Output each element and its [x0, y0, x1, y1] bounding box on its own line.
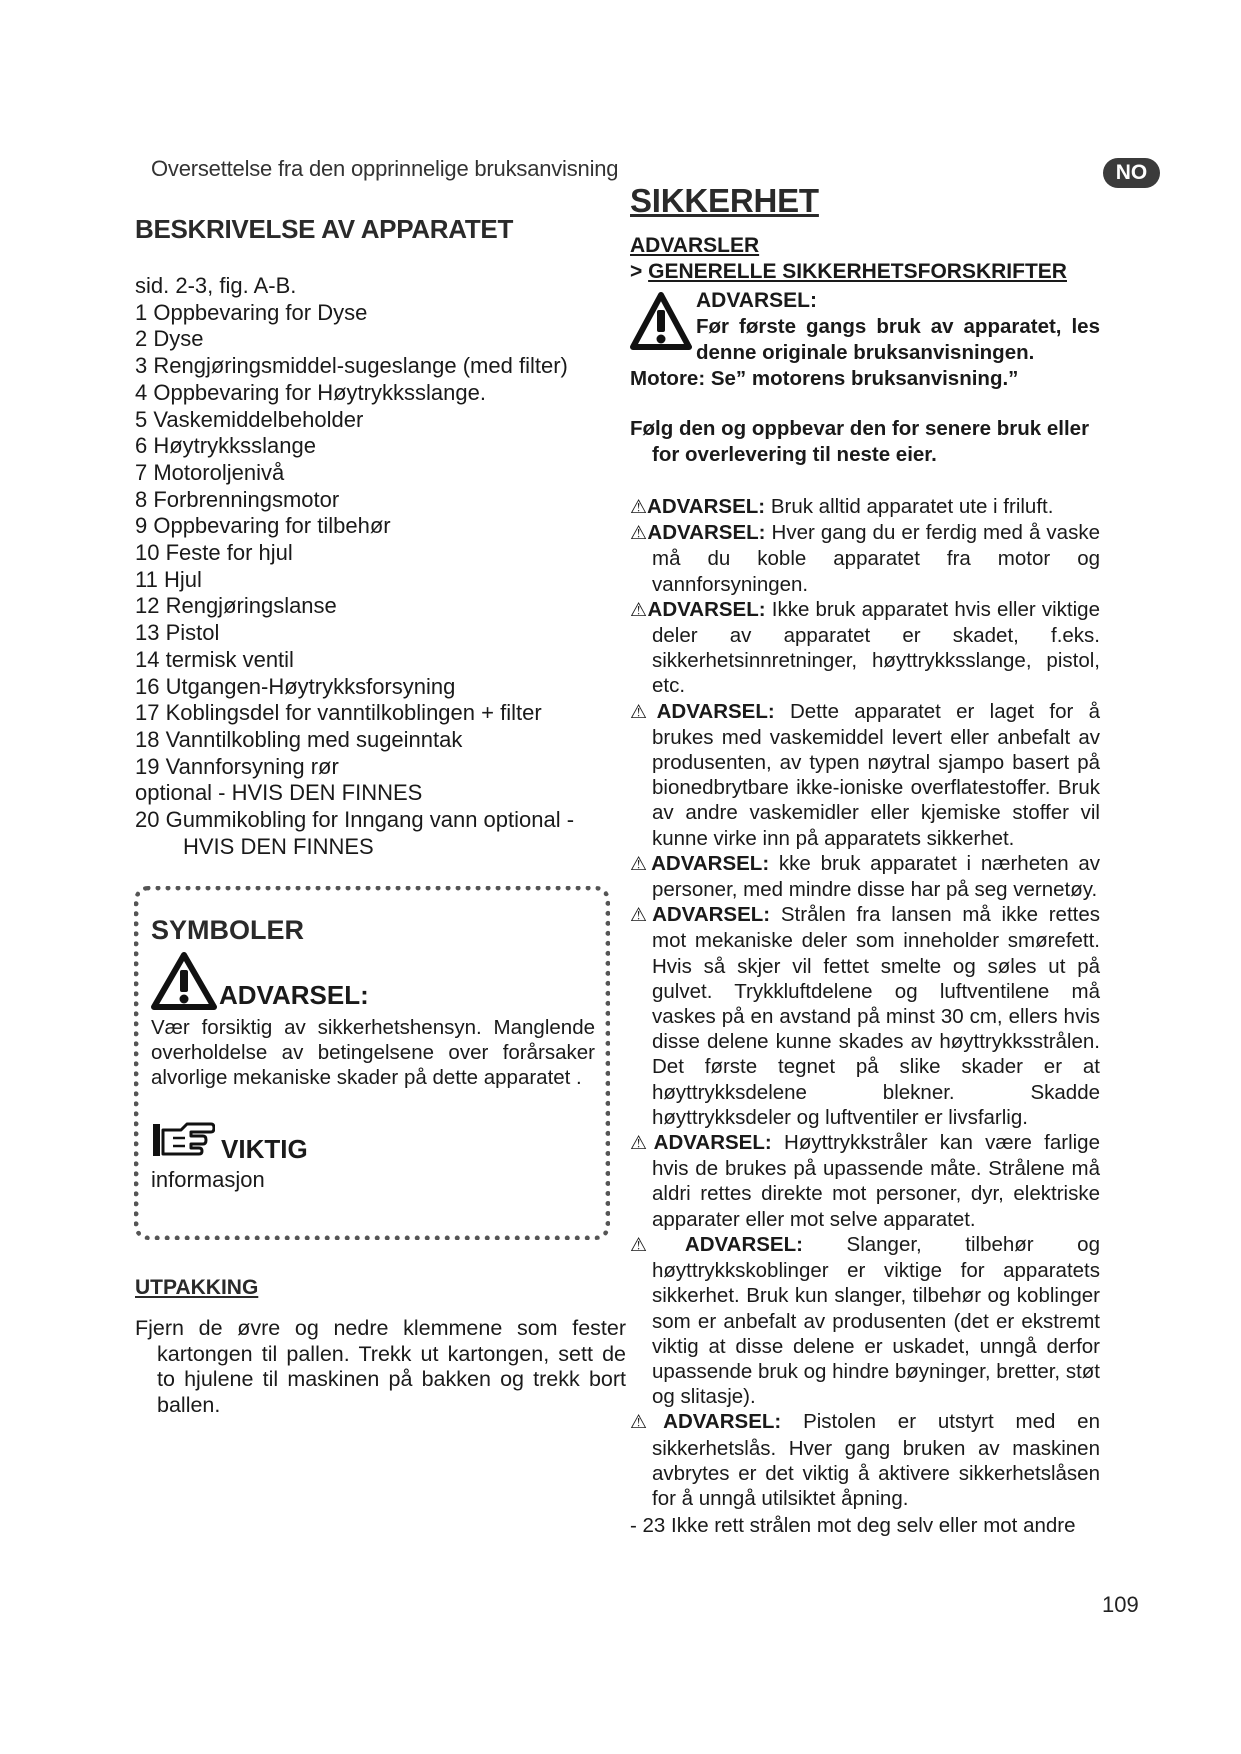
language-badge: NO [1103, 158, 1160, 188]
warning-text: Strålen fra lansen må ikke rettes mot mekaniske deler som inneholder smørefett. Hvis så skjer vil fettet smelte og søles ut på gulvet. Trykkluftdelene og luftventilene må vaskes på en avstand på minst 30 cm, ellers hvis disse delene kunne skades av høyttrykksstrålen. Det første tegnet på slike skader er at høyttrykksdelene blekner. Skadde høyttrykksdeler og luftventiler er livsfarlig. [652, 903, 1100, 1129]
list-item: 3 Rengjøringsmiddel-sugeslange (med filter) [135, 353, 568, 379]
list-item: 18 Vanntilkobling med sugeinntak [135, 726, 463, 752]
list-item [630, 1409, 1100, 1511]
list-item: - 23 Ikke rett strålen mot deg selv eller mot andre [630, 1514, 1076, 1538]
warnings-list [630, 494, 1100, 1538]
warning-triangle-icon: ⚠ [630, 497, 648, 518]
description-section [135, 214, 610, 860]
warning-label: ADVARSEL: [652, 903, 771, 927]
symbols-warning-label: ADVARSEL: [219, 980, 369, 1010]
list-item [630, 597, 1100, 699]
list-item: 17 Koblingsdel for vanntilkoblingen + filter [135, 700, 542, 726]
list-item [630, 520, 1100, 597]
warning-text: Dette apparatet er laget for å brukes med vaskemiddel levert eller anbefalt av produsenten, av typen nøytral sjampo basert på bionedbrytbare ikke-ioniske overflatestoffer. Bruk av andre vaskemidler eller kjemiske stoffer vil kunne virke inn på apparatets sikkerhet. [652, 699, 1100, 850]
general-prefix: > [630, 260, 643, 283]
list-item: 7 Motoroljenivå [135, 459, 285, 485]
list-item [630, 1232, 1100, 1409]
general-safety-heading [630, 260, 1100, 284]
intro-warning-label: ADVARSEL: [696, 289, 817, 312]
warning-triangle-icon: ⚠ [630, 523, 648, 545]
list-item [630, 851, 1100, 902]
unpacking-text: Fjern de øvre og nedre klemmene som fester kartongen til pallen. Trekk ut kartongen, sett de to hjulene til maskinen på bakken og trekk bort ballen. [135, 1316, 626, 1417]
list-item: 14 termisk ventil [135, 646, 294, 672]
warning-triangle-icon: ⚠ [630, 1412, 664, 1434]
warning-triangle-icon [151, 952, 217, 1015]
warning-text: Hver gang du er ferdig med å vaske må du koble apparatet fra motor og vannforsyningen. [652, 521, 1100, 596]
list-item: 10 Feste for hjul [135, 540, 293, 566]
safety-title: SIKKERHET [630, 182, 819, 219]
warning-label: ADVARSEL: [653, 1131, 772, 1155]
warning-text: kke bruk apparatet i nærheten av personer, med mindre disse har på seg vernetøy. [652, 851, 1100, 902]
warning-triangle-icon: ⚠ [630, 701, 657, 723]
motor-note: Motore: Se” motorens bruksanvisning.” [630, 367, 1019, 390]
symbols-important-label: VIKTIG [221, 1134, 308, 1164]
intro-warning-text: Før første gangs bruk av apparatet, les denne originale bruksanvisningen. [696, 315, 1100, 364]
list-item: 5 Vaskemiddelbeholder [135, 406, 364, 432]
warning-text: Bruk alltid apparatet ute i friluft. [770, 495, 1054, 518]
list-item: optional - HVIS DEN FINNES [135, 780, 423, 806]
symbols-important-text: informasjon [151, 1167, 265, 1192]
unpacking-title: UTPAKKING [135, 1276, 259, 1299]
list-item: 13 Pistol [135, 620, 220, 646]
warning-label: ADVARSEL: [647, 597, 766, 621]
warning-triangle-icon: ⚠ [630, 1234, 685, 1256]
warning-triangle-icon: ⚠ [630, 905, 653, 927]
translation-note: Oversettelse fra den opprinnelige bruksanvisning [151, 156, 619, 181]
parts-list [135, 273, 610, 860]
warning-label: ADVARSEL: [656, 699, 775, 723]
warning-text: Slanger, tilbehør og høyttrykkskoblinger er viktige for apparatets sikkerhet. Bruk kun slanger, tilbehør og koblinger som er anbefalt av produsenten (det er ekstremt viktig at disse delene er uskadet, unngå derfor upassende bruk og hindre bøyninger, bretter, støt og slitasje). [652, 1232, 1100, 1409]
list-item: 8 Forbrenningsmotor [135, 486, 340, 512]
list-item: 20 Gummikobling for Inngang vann optional - [135, 807, 575, 833]
description-title: BESKRIVELSE AV APPARATET [135, 214, 514, 244]
list-item: 16 Utgangen-Høytrykksforsyning [135, 673, 456, 699]
list-item: 2 Dyse [135, 326, 204, 352]
warning-text: Ikke bruk apparatet hvis eller viktige deler av apparatet er skadet, f.eks. sikkerhetsinnretninger, høyttrykksslange, pistol, etc. [652, 597, 1100, 698]
list-item: 12 Rengjøringslanse [135, 593, 337, 619]
warning-label: ADVARSEL: [684, 1232, 803, 1256]
warnings-subtitle: ADVARSLER [630, 234, 760, 257]
list-item: 4 Oppbevaring for Høytrykksslange. [135, 379, 486, 405]
warning-triangle-icon: ⚠ [630, 1133, 654, 1155]
warning-label: ADVARSEL: [663, 1410, 782, 1434]
list-item [630, 902, 1100, 1130]
follow-note: Følg den og oppbevar den for senere bruk eller for overlevering til neste eier. [630, 417, 1090, 466]
symbols-warning-text: Vær forsiktig av sikkerhetshensyn. Manglende overholdelse av betingelsene over forårsaker alvorlige mekaniske skader på dette apparatet . [151, 1016, 595, 1089]
list-item [630, 1130, 1100, 1232]
warning-text: Høyttrykkstråler kan være farlige hvis de brukes på upassende måte. Strålene må aldri rettes direkte mot personer, dyr, elektriske apparater eller mot selve apparatet. [652, 1131, 1100, 1231]
symbols-title: SYMBOLER [151, 915, 305, 945]
list-item: 11 Hjul [135, 566, 202, 592]
warning-triangle-icon [630, 292, 692, 366]
warning-text: Pistolen er utstyrt med en sikkerhetslås. Hver gang bruken av maskinen avbrytes er det viktig å aktivere sikkerhetslåsen for å unngå utilsiktet åpning. [652, 1410, 1100, 1510]
list-item: 9 Oppbevaring for tilbehør [135, 513, 391, 539]
list-item [630, 699, 1100, 851]
list-item [630, 494, 1100, 520]
list-item: sid. 2-3, fig. A-B. [135, 273, 297, 298]
safety-section [630, 182, 1100, 1538]
warning-label: ADVARSEL: [647, 521, 766, 545]
page-number: 109 [1102, 1592, 1139, 1617]
warning-triangle-icon: ⚠ [630, 853, 652, 875]
symbols-box [134, 886, 610, 1240]
list-item: 6 Høytrykksslange [135, 433, 316, 459]
list-item: 19 Vannforsyning rør [135, 753, 339, 779]
list-item: 1 Oppbevaring for Dyse [135, 299, 368, 325]
warning-label: ADVARSEL: [647, 495, 766, 518]
list-item: HVIS DEN FINNES [183, 833, 374, 859]
pointing-hand-icon [151, 1120, 215, 1165]
general-safety-title: GENERELLE SIKKERHETSFORSKRIFTER [648, 260, 1067, 283]
warning-triangle-icon: ⚠ [630, 599, 648, 621]
intro-warning [630, 288, 1100, 366]
warning-label: ADVARSEL: [651, 851, 770, 875]
